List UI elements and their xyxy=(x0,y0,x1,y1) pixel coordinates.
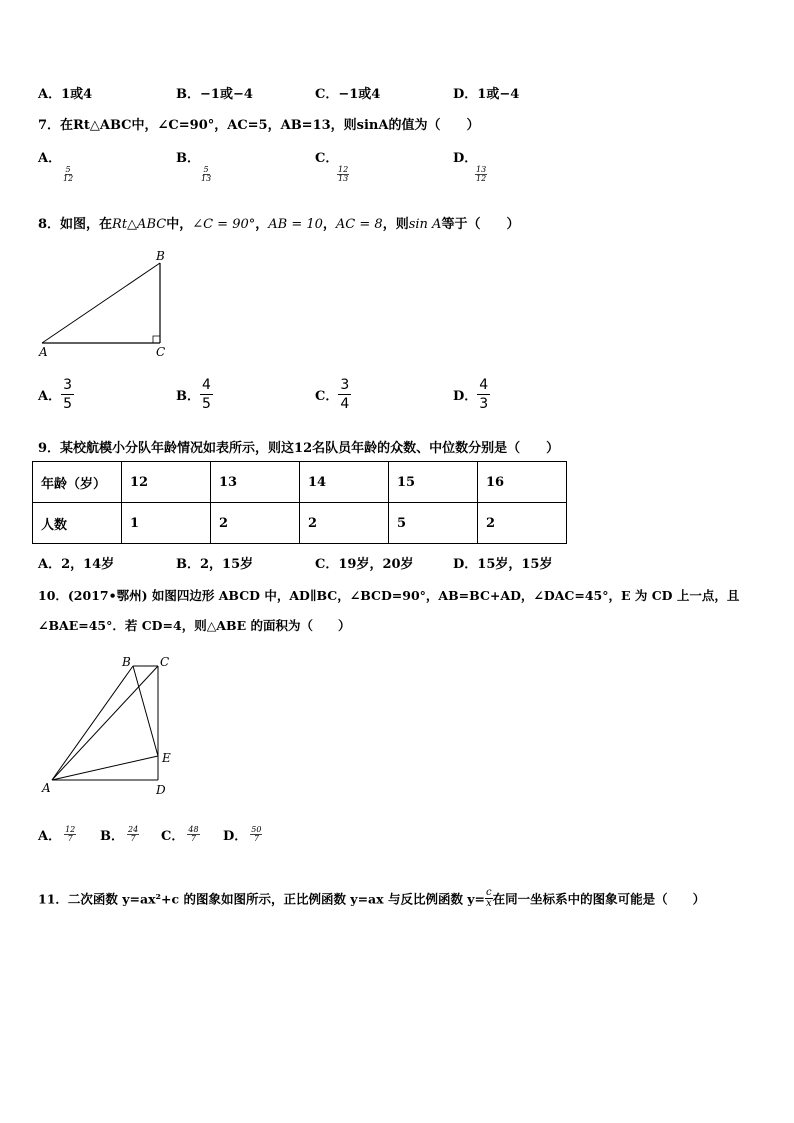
q8-triangle-figure xyxy=(30,248,190,360)
q6-option-d[interactable]: D．1或−4 xyxy=(453,87,520,102)
q8-option-a-fraction: $\frac{3}{5}$ xyxy=(63,377,73,412)
q8-label-b: B xyxy=(156,249,165,263)
q10-label-c: C xyxy=(160,655,170,669)
q6-option-a[interactable]: A．1或4 xyxy=(38,87,93,102)
q8-option-d[interactable]: D． $\frac{4}{3}$ xyxy=(453,377,489,412)
q10-option-c-fraction: $\frac{48}{7}$ xyxy=(188,825,199,843)
q10-label-b: B xyxy=(122,655,131,669)
q10-label-e: E xyxy=(162,751,171,765)
q8-right-angle-mark xyxy=(153,336,160,343)
q10-label-a: A xyxy=(42,781,51,795)
q10-side-ab xyxy=(52,666,133,780)
q10-diagonal-ac xyxy=(52,666,158,780)
table-row xyxy=(33,503,567,544)
q7-option-b[interactable]: B． $\frac{5}{13}$ xyxy=(176,151,212,183)
q8-label-c: C xyxy=(156,345,166,359)
q8-option-a[interactable]: A． $\frac{3}{5}$ xyxy=(38,377,73,412)
q8-option-d-fraction: $\frac{4}{3}$ xyxy=(479,377,489,412)
table-row xyxy=(33,462,567,503)
q7-option-d[interactable]: D． $\frac{13}{12}$ xyxy=(453,151,487,183)
q9-count-cell: 2 xyxy=(211,503,300,544)
q10-option-a-fraction: $\frac{12}{7}$ xyxy=(65,825,76,843)
q10-label-d: D xyxy=(156,783,166,797)
q9-age-table xyxy=(32,461,567,544)
q10-option-a[interactable]: A． $\frac{12}{7}$ xyxy=(38,825,76,844)
q9-age-cell: 13 xyxy=(211,462,300,503)
q9-header-age: 年龄（岁） xyxy=(33,462,122,503)
q8-side-ab xyxy=(42,263,160,343)
q9-option-c[interactable]: C．19岁，20岁 xyxy=(315,557,414,572)
q9-option-b[interactable]: B．2，15岁 xyxy=(176,557,254,572)
q10-stem-line1: 10．(2017•鄂州) 如图四边形 ABCD 中，AD∥BC，∠BCD=90°，AB=BC+AD，∠DAC=45°，E 为 CD 上一点，且 xyxy=(38,588,740,603)
q9-count-cell: 2 xyxy=(300,503,389,544)
q7-stem: 7．在Rt△ABC中，∠C=90°，AC=5，AB=13，则sinA的值为（ ） xyxy=(38,118,480,133)
q9-age-cell: 15 xyxy=(389,462,478,503)
q7-option-c[interactable]: C． $\frac{12}{13}$ xyxy=(315,151,349,183)
q8-label-a: A xyxy=(39,345,48,359)
q10-option-c[interactable]: C． $\frac{48}{7}$ xyxy=(161,825,199,844)
q10-segment-ae xyxy=(52,756,158,780)
q6-option-b[interactable]: B．−1或−4 xyxy=(176,87,253,102)
q9-stem: 9．某校航模小分队年龄情况如表所示，则这12名队员年龄的众数、中位数分别是（ ） xyxy=(38,441,560,456)
q8-stem: 8．如图，在Rt△ABC中，∠C = 90°，AB = 10，AC = 8，则sin A等于（ ） xyxy=(38,217,520,232)
q9-option-d[interactable]: D．15岁，15岁 xyxy=(453,557,553,572)
q10-option-d-fraction: $\frac{50}{7}$ xyxy=(251,825,262,843)
q7-option-d-fraction: $\frac{13}{12}$ xyxy=(476,165,487,183)
q6-option-c[interactable]: C．−1或4 xyxy=(315,87,381,102)
q7-option-a-fraction: $\frac{5}{12}$ xyxy=(63,165,74,183)
q8-option-c[interactable]: C． $\frac{3}{4}$ xyxy=(315,377,350,412)
q7-option-c-fraction: $\frac{12}{13}$ xyxy=(338,165,349,183)
q10-stem-line2: ∠BAE=45°．若 CD=4，则△ABE 的面积为（ ） xyxy=(38,618,351,633)
q10-quadrilateral-figure xyxy=(38,652,178,798)
q9-count-cell: 2 xyxy=(478,503,567,544)
q9-option-a[interactable]: A．2，14岁 xyxy=(38,557,115,572)
q10-option-b[interactable]: B． $\frac{24}{7}$ xyxy=(100,825,139,844)
q9-count-cell: 5 xyxy=(389,503,478,544)
q9-age-cell: 12 xyxy=(122,462,211,503)
q9-age-cell: 14 xyxy=(300,462,389,503)
q10-option-b-fraction: $\frac{24}{7}$ xyxy=(128,825,139,843)
q11-stem: 11．二次函数 y=ax²+c 的图象如图所示，正比例函数 y=ax 与反比例函数 y= $\frac{c}{x}$ 在同一坐标系中的图象可能是（ ） xyxy=(38,887,706,909)
q8-option-b[interactable]: B． $\frac{4}{5}$ xyxy=(176,377,211,412)
q7-option-a[interactable]: A． $\frac{5}{12}$ xyxy=(38,151,74,183)
q9-count-cell: 1 xyxy=(122,503,211,544)
q11-inline-fraction: $\frac{c}{x}$ xyxy=(486,887,492,909)
q9-header-count: 人数 xyxy=(33,503,122,544)
q9-age-cell: 16 xyxy=(478,462,567,503)
q8-option-b-fraction: $\frac{4}{5}$ xyxy=(202,377,211,412)
q7-option-b-fraction: $\frac{5}{13}$ xyxy=(201,165,212,183)
q8-option-c-fraction: $\frac{3}{4}$ xyxy=(340,377,350,412)
q10-option-d[interactable]: D． $\frac{50}{7}$ xyxy=(223,825,262,844)
